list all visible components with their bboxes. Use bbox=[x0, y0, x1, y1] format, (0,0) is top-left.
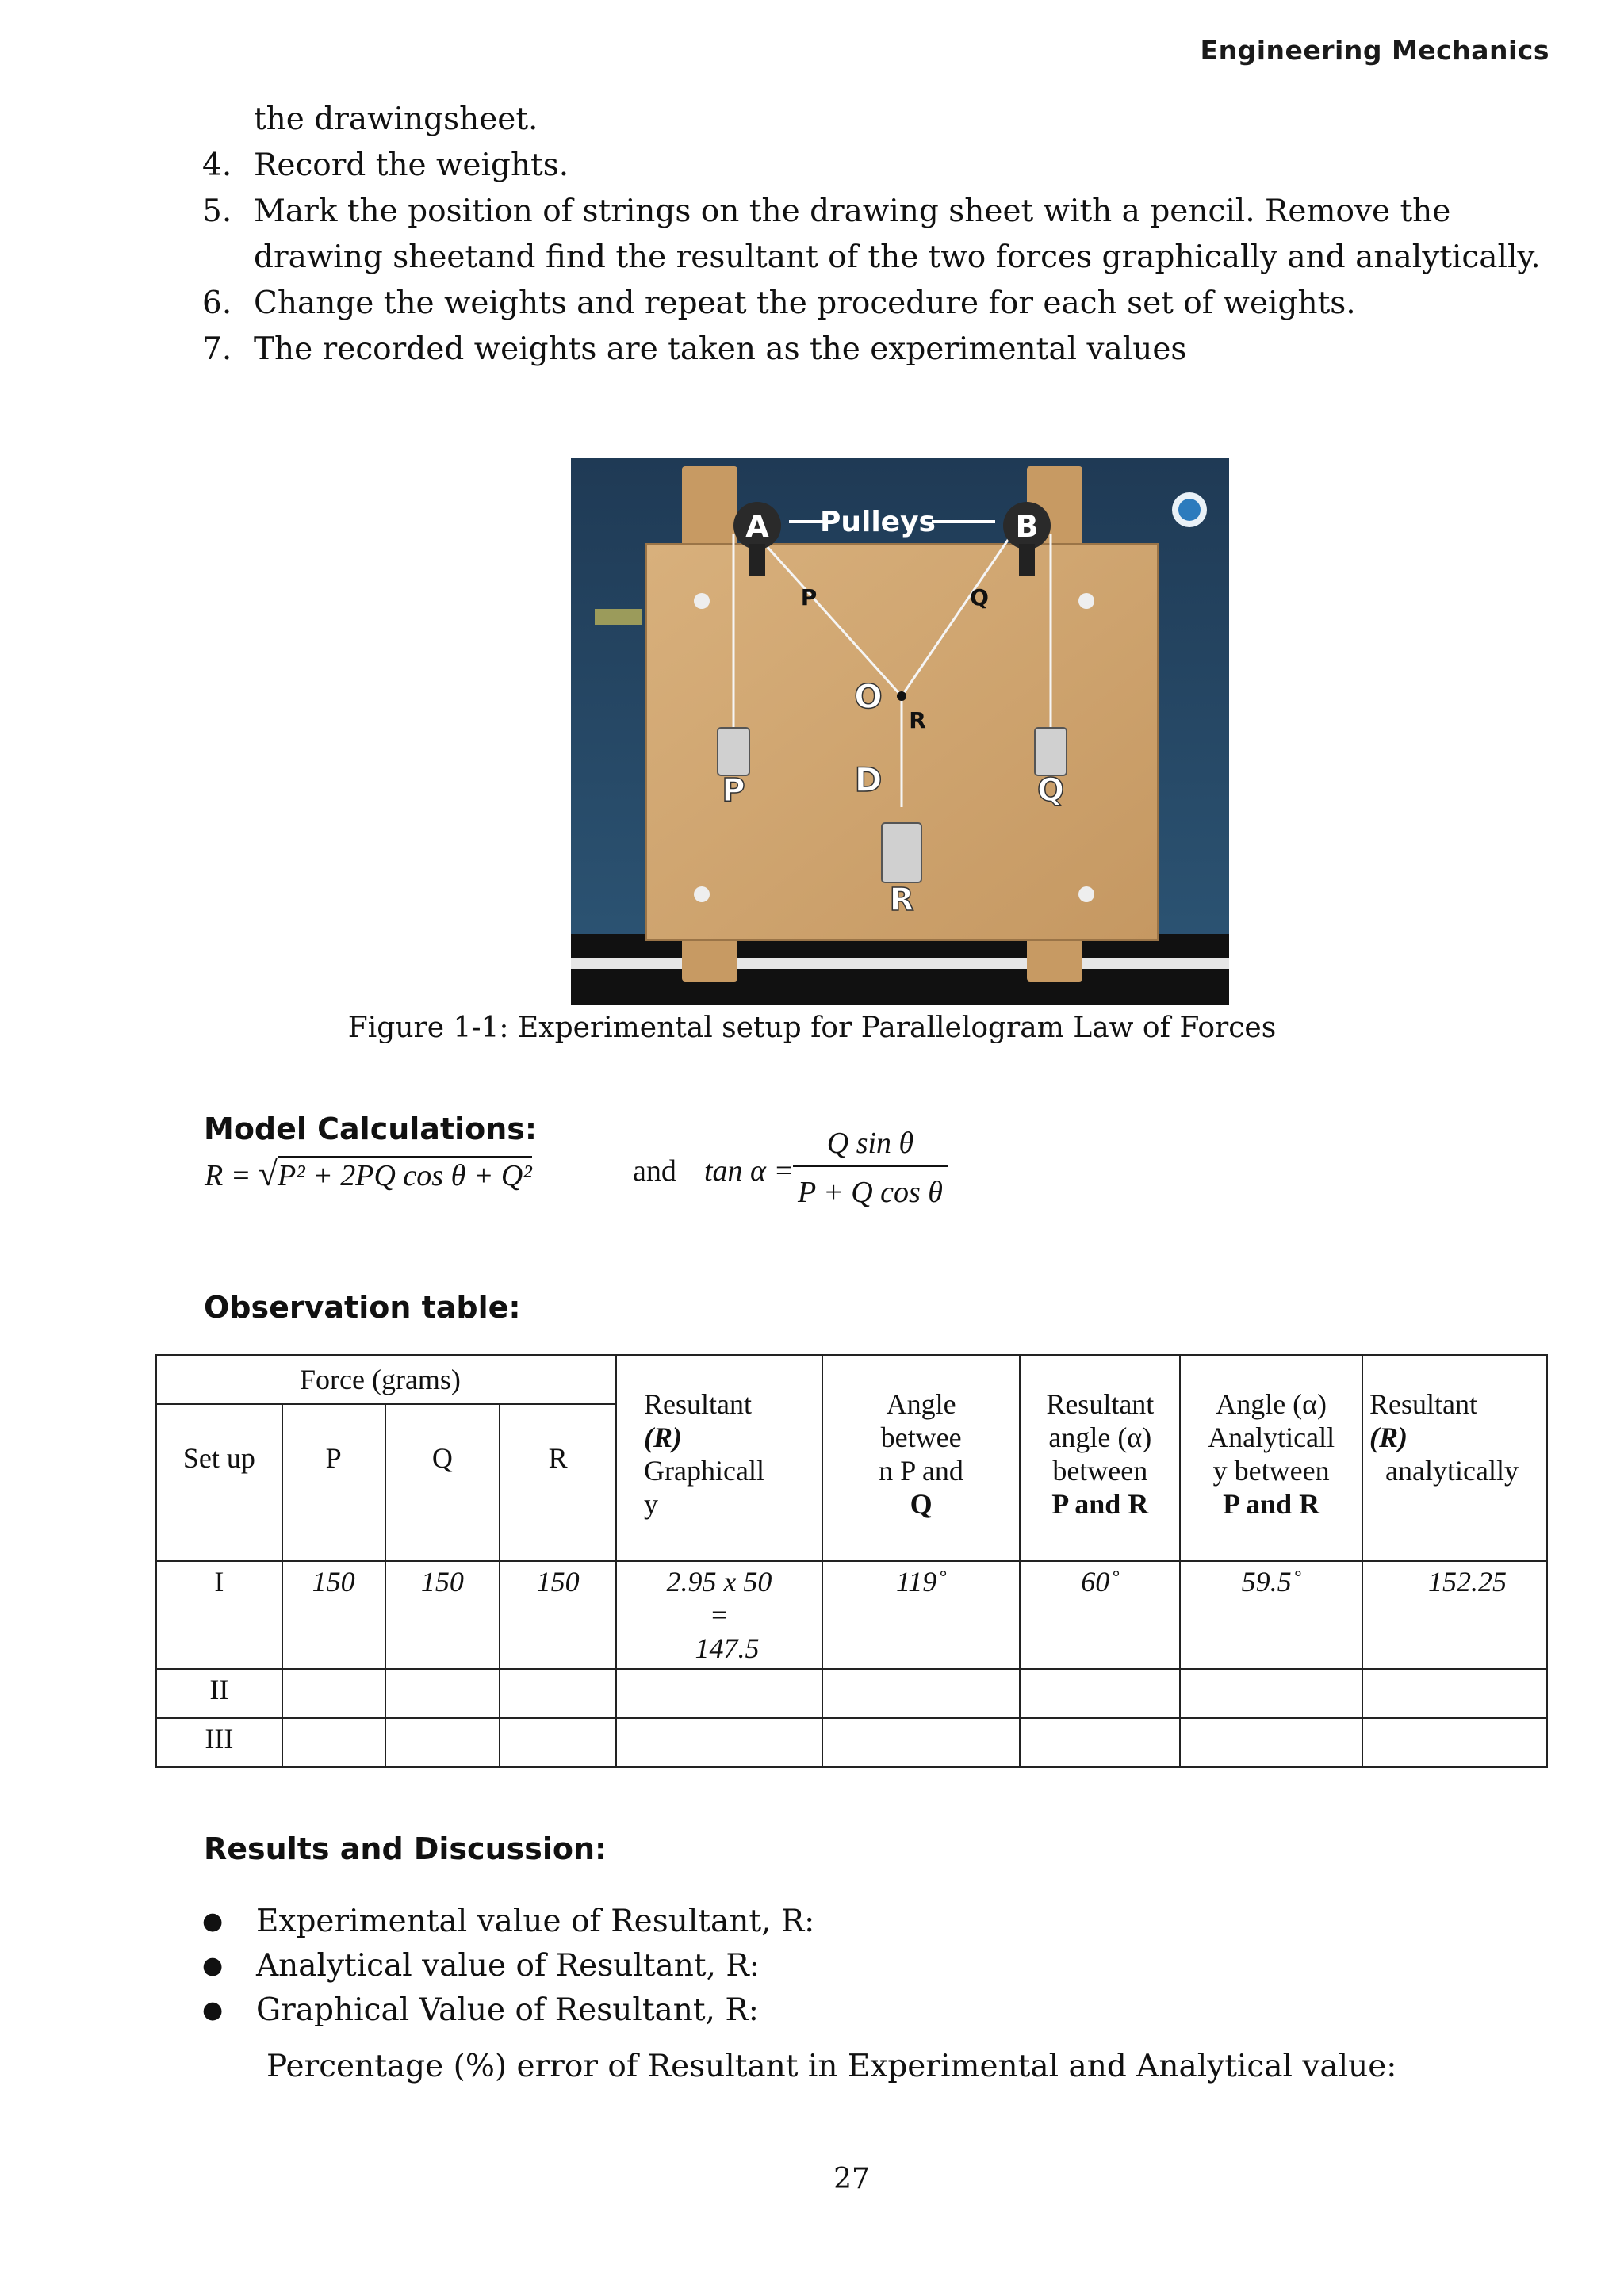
label-pulleys: Pulleys bbox=[819, 506, 936, 538]
model-calculations-heading: Model Calculations: bbox=[204, 1112, 538, 1146]
list-item: ● Graphical Value of Resultant, R: bbox=[202, 1988, 814, 2033]
header-resultant-angle: Resultant angle (α) between P and R bbox=[1020, 1355, 1180, 1561]
label-q-string: Q bbox=[970, 584, 989, 610]
label-d: D bbox=[854, 760, 883, 799]
resultant-graph-cell: 2.95 x 50 = 147.5 bbox=[616, 1561, 822, 1669]
observation-table bbox=[155, 1354, 1548, 1768]
step-text: Change the weights and repeat the procedure for each set of weights. bbox=[254, 285, 1356, 321]
list-item: ● Analytical value of Resultant, R: bbox=[202, 1944, 814, 1988]
list-item: ● Experimental value of Resultant, R: bbox=[202, 1900, 814, 1944]
experiment-figure bbox=[571, 458, 1229, 1005]
figure-caption: Figure 1-1: Experimental setup for Parallelogram Law of Forces bbox=[347, 1012, 1277, 1044]
label-o: O bbox=[854, 677, 883, 716]
header-resultant-analytical: Resultant (R) analytically bbox=[1362, 1355, 1547, 1561]
and-word: and bbox=[633, 1154, 676, 1188]
sqrt-icon: √ bbox=[258, 1154, 278, 1193]
resultant-analytical-cell: 152.25 bbox=[1362, 1561, 1547, 1669]
resultant-formula bbox=[205, 1154, 532, 1194]
resultant-rhs: P² + 2PQ cos θ + Q² bbox=[278, 1156, 532, 1192]
step-number: 7. bbox=[202, 331, 232, 367]
step-continuation: the drawingsheet. bbox=[254, 101, 538, 137]
label-r-string: R bbox=[909, 707, 926, 733]
resultant-lhs: R = bbox=[205, 1159, 251, 1192]
angle-analytical-cell: 59.5˚ bbox=[1180, 1561, 1362, 1669]
label-p-string: P bbox=[800, 584, 818, 610]
setup-cell: III bbox=[156, 1718, 282, 1767]
q-cell: 150 bbox=[385, 1561, 500, 1669]
step-text: Mark the position of strings on the drawing sheet with a pencil. Remove the drawing sheetand find the resultant of the two forces graphically and analytically. bbox=[254, 193, 1541, 275]
procedure-step bbox=[202, 189, 1550, 281]
header-resultant-graphically: Resultant (R) Graphicall y bbox=[616, 1355, 822, 1561]
percentage-error-text: Percentage (%) error of Resultant in Experimental and Analytical value: bbox=[266, 2049, 1397, 2084]
label-q-weight: Q bbox=[1036, 772, 1065, 809]
page-number: 27 bbox=[833, 2163, 870, 2195]
procedure-steps bbox=[202, 97, 1550, 373]
header-r: R bbox=[500, 1404, 616, 1561]
setup-cell: I bbox=[156, 1561, 282, 1669]
label-p-weight: P bbox=[722, 772, 745, 809]
procedure-step bbox=[202, 143, 1550, 189]
force-header: Force (grams) bbox=[156, 1355, 616, 1404]
tan-fraction bbox=[793, 1126, 948, 1210]
header-p: P bbox=[282, 1404, 385, 1561]
figure-illustration bbox=[571, 458, 1229, 1005]
step-number: 6. bbox=[202, 285, 232, 321]
table-row bbox=[156, 1718, 1547, 1767]
bullet-icon: ● bbox=[202, 1952, 224, 1980]
label-a: A bbox=[745, 509, 769, 544]
running-header: Engineering Mechanics bbox=[1200, 35, 1549, 66]
header-angle-analytical: Angle (α) Analyticall y between P and R bbox=[1180, 1355, 1362, 1561]
tan-numerator: Q sin θ bbox=[793, 1126, 948, 1167]
p-cell: 150 bbox=[282, 1561, 385, 1669]
setup-cell: II bbox=[156, 1669, 282, 1718]
header-angle-pq: Angle betwee n P and Q bbox=[822, 1355, 1021, 1561]
r-cell: 150 bbox=[500, 1561, 616, 1669]
resultant-angle-cell: 60˚ bbox=[1020, 1561, 1180, 1669]
procedure-step bbox=[202, 327, 1550, 373]
table-row bbox=[156, 1669, 1547, 1718]
table-row bbox=[156, 1561, 1547, 1669]
label-r-weight: R bbox=[889, 882, 914, 918]
step-text: The recorded weights are taken as the experimental values bbox=[254, 331, 1187, 367]
step-number: 5. bbox=[202, 193, 232, 229]
results-list bbox=[202, 1900, 814, 2033]
angle-pq-cell: 119˚ bbox=[822, 1561, 1021, 1669]
results-heading: Results and Discussion: bbox=[204, 1831, 607, 1866]
step-text: Record the weights. bbox=[254, 147, 569, 183]
bullet-icon: ● bbox=[202, 1996, 224, 2024]
header-setup: Set up bbox=[156, 1404, 282, 1561]
step-number: 4. bbox=[202, 147, 232, 183]
observation-table-heading: Observation table: bbox=[204, 1290, 521, 1325]
header-q: Q bbox=[385, 1404, 500, 1561]
tan-lhs: tan α = bbox=[704, 1154, 795, 1188]
procedure-step bbox=[202, 281, 1550, 327]
tan-denominator: P + Q cos θ bbox=[798, 1176, 943, 1209]
label-b: B bbox=[1015, 509, 1039, 544]
bullet-icon: ● bbox=[202, 1908, 224, 1935]
